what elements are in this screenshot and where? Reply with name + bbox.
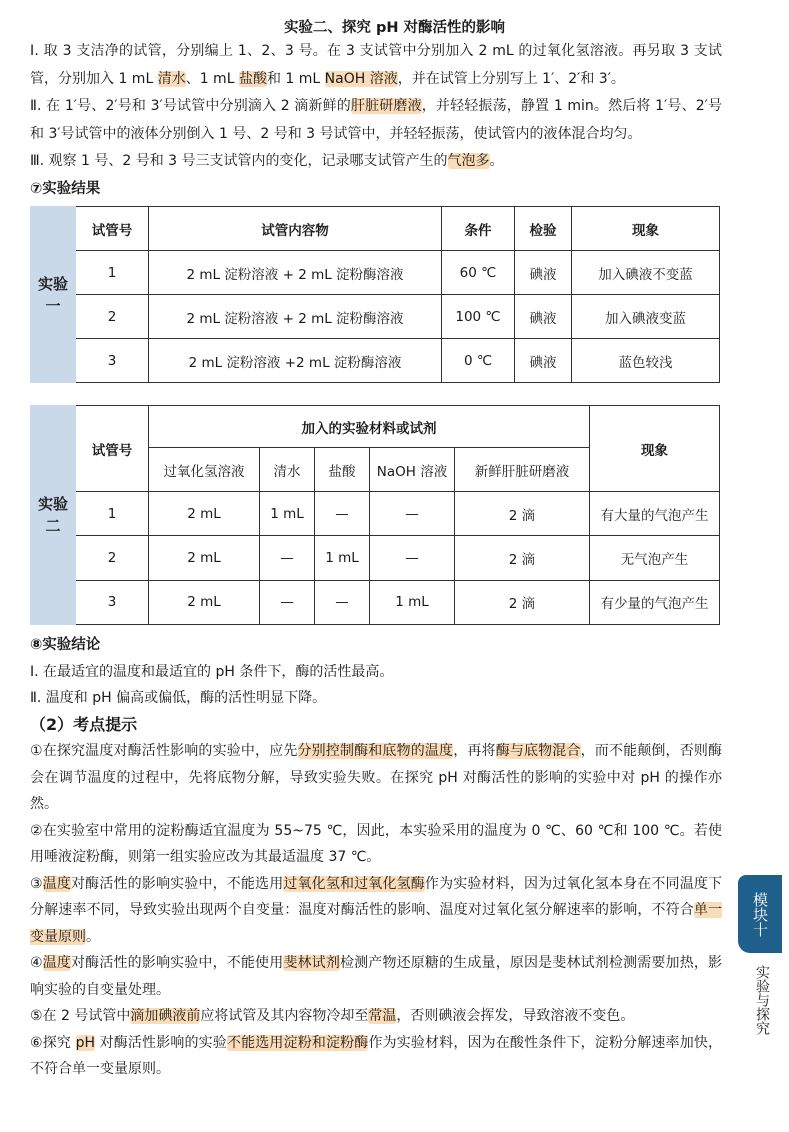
highlighted-text: 酶与底物混合 <box>495 743 581 759</box>
header-phenomenon: 现象 <box>572 207 720 251</box>
cell: 1 <box>76 251 149 295</box>
text-segment: ，并轻轻振荡，静置 1 min。然后将 1′号、2′号和 3′号试管中的液体分别倒入 1 号、2 号和 3 号试管中，并轻轻振荡，使试管内的液体混合均匀。 <box>30 98 722 142</box>
conclusion: Ⅱ. 温度和 pH 偏高或偏低，酶的活性明显下降。 <box>30 690 327 706</box>
text-segment: 。 <box>86 928 100 945</box>
cell: — <box>315 492 370 536</box>
text-segment: Ⅱ. 在 1′号、2′号和 3′号试管中分别滴入 2 滴新鲜的 <box>30 98 351 114</box>
cell: — <box>370 536 455 580</box>
cell: 3 <box>76 580 149 624</box>
cell: 60 ℃ <box>442 251 515 295</box>
highlighted-text: NaOH 溶液 <box>324 70 398 87</box>
cell: 100 ℃ <box>442 295 515 339</box>
text-segment: ②在实验室中常用的淀粉酶适宜温度为 55~75 ℃，因此，本实验采用的温度为 0 ℃、60 ℃和 100 ℃。若使用唾液淀粉酶，则第一组实验应改为其最适温度 37 ℃。 <box>30 822 722 865</box>
header-test: 检验 <box>515 207 572 251</box>
experiment-2-label: 实验二 <box>31 406 76 625</box>
text-segment: ，否则碘液会挥发，导致溶液不变色。 <box>396 1008 635 1024</box>
highlighted-text: 常温 <box>368 1008 397 1024</box>
cell: 2 <box>76 295 149 339</box>
text-segment: Ⅰ. 取 3 支洁净的试管，分别编上 1、2、3 号。在 3 支试管中分别加入 2 mL 的过氧化氢溶液。再另取 3 支试管，分别加入 1 mL <box>30 43 722 87</box>
procedure-steps <box>30 38 722 203</box>
cell: 碘液 <box>515 339 572 383</box>
text-segment: ①在探究温度对酶活性影响的实验中，应先 <box>30 743 298 759</box>
highlighted-text: pH <box>75 1034 96 1051</box>
tips-heading: （2）考点提示 <box>30 714 138 734</box>
highlighted-text: 盐酸 <box>238 70 267 87</box>
tip <box>30 871 722 951</box>
tip <box>30 738 722 818</box>
cell: 蓝色较浅 <box>572 339 720 383</box>
text-segment: 作为实验材料，因为过氧化氢本身在不同温度下分解速率不同，导致实验出现两个自变量：温度对酶活性的影响、温度对过氧化氢分解速率的影响，不符合 <box>30 875 723 918</box>
highlighted-text: 单一变量原则 <box>30 902 722 945</box>
header-condition: 条件 <box>442 207 515 251</box>
text-segment: ，并在试管上分别写上 1′、2′和 3′。 <box>397 70 625 87</box>
text-segment: 和 1 mL <box>266 70 325 87</box>
header-contents: 试管内容物 <box>149 207 442 251</box>
table-row <box>31 251 720 295</box>
cell: — <box>370 492 455 536</box>
cell: 加入碘液变蓝 <box>572 295 720 339</box>
highlighted-text: 斐林试剂 <box>283 955 340 971</box>
cell: — <box>260 580 315 624</box>
text-segment: ⑤在 2 号试管中 <box>30 1008 131 1024</box>
results-heading: ⑦实验结果 <box>30 180 101 197</box>
text-segment: 应将试管及其内容物冷却至 <box>200 1008 369 1024</box>
tip <box>30 950 722 1003</box>
experiment-1-label: 实验一 <box>31 207 76 383</box>
text-segment: ④ <box>30 955 43 971</box>
module-label: 实验与探究 <box>754 965 770 1035</box>
text-segment: ，再将 <box>453 743 496 759</box>
highlighted-text: 肝脏研磨液 <box>350 98 422 114</box>
highlighted-text: 温度 <box>42 955 72 971</box>
text-segment: 、1 mL <box>185 70 239 87</box>
table-row <box>31 492 720 536</box>
highlighted-text: 分别控制酶和底物的温度 <box>297 743 454 759</box>
sub-header: 清水 <box>260 448 315 492</box>
cell: 1 mL <box>315 536 370 580</box>
highlighted-text: 温度 <box>42 875 72 892</box>
cell: 2 mL <box>149 580 260 624</box>
cell: 1 mL <box>370 580 455 624</box>
conclusion: Ⅰ. 在最适宜的温度和最适宜的 pH 条件下，酶的活性最高。 <box>30 663 394 680</box>
header-phenomenon: 现象 <box>590 406 720 492</box>
cell: 2 滴 <box>455 492 590 536</box>
cell: 无气泡产生 <box>590 536 720 580</box>
step <box>30 38 722 93</box>
header-tube: 试管号 <box>76 207 149 251</box>
experiment-1-table <box>30 206 720 383</box>
cell: — <box>315 580 370 624</box>
cell: 2 mL 淀粉溶液 +2 mL 淀粉酶溶液 <box>149 339 442 383</box>
highlighted-text: 过氧化氢和过氧化氢酶 <box>283 875 425 892</box>
text-segment: 。 <box>489 153 504 169</box>
sub-header: 新鲜肝脏研磨液 <box>455 448 590 492</box>
cell: 有大量的气泡产生 <box>590 492 720 536</box>
tip <box>30 818 722 871</box>
cell: 有少量的气泡产生 <box>590 580 720 624</box>
text-segment: ⑥探究 <box>30 1034 76 1051</box>
text-segment: Ⅲ. 观察 1 号、2 号和 3 号三支试管内的变化，记录哪支试管产生的 <box>30 153 448 169</box>
text-segment: 作为实验材料，因为在酸性条件下，淀粉分解速率加快，不符合单一变量原则。 <box>30 1034 722 1077</box>
header-materials: 加入的实验材料或试剂 <box>149 406 590 448</box>
tip <box>30 1030 722 1083</box>
cell: 3 <box>76 339 149 383</box>
cell: 1 mL <box>260 492 315 536</box>
table-row <box>31 295 720 339</box>
text-segment: 检测产物还原糖的生成量，原因是斐林试剂检测需要加热，影响实验的自变量处理。 <box>30 955 723 998</box>
experiment-2-table <box>30 405 720 625</box>
sub-header: 盐酸 <box>315 448 370 492</box>
cell: 2 mL <box>149 492 260 536</box>
conclusion-heading: ⑧实验结论 <box>30 637 101 653</box>
table-row <box>31 536 720 580</box>
cell: 2 滴 <box>455 580 590 624</box>
highlighted-text: 清水 <box>157 70 186 87</box>
sub-header: 过氧化氢溶液 <box>149 448 260 492</box>
cell: 1 <box>76 492 149 536</box>
cell: 碘液 <box>515 251 572 295</box>
step <box>30 148 722 176</box>
table-row <box>31 339 720 383</box>
cell: — <box>260 536 315 580</box>
cell: 加入碘液不变蓝 <box>572 251 720 295</box>
sub-header: NaOH 溶液 <box>370 448 455 492</box>
text-segment: ，而不能颠倒，否则酶会在调节温度的过程中，先将底物分解，导致实验失败。在探究 pH 对酶活性的影响的实验中对 pH 的操作亦然。 <box>30 743 723 812</box>
text-segment: 对酶活性的影响实验中，不能选用 <box>71 875 284 892</box>
page-title: 实验二、探究 pH 对酶活性的影响 <box>283 20 506 36</box>
step <box>30 93 722 148</box>
cell: 碘液 <box>515 295 572 339</box>
cell: 2 mL <box>149 536 260 580</box>
tip <box>30 1003 722 1030</box>
cell: 2 mL 淀粉溶液 + 2 mL 淀粉酶溶液 <box>149 295 442 339</box>
text-segment: ③ <box>30 875 43 892</box>
module-tab: 模块十 <box>738 875 782 953</box>
conclusions-section <box>30 632 722 1083</box>
cell: 2 滴 <box>455 536 590 580</box>
table-row <box>31 580 720 624</box>
text-segment: 对酶活性影响的实验 <box>95 1034 227 1051</box>
cell: 2 mL 淀粉溶液 + 2 mL 淀粉酶溶液 <box>149 251 442 295</box>
text-segment: 对酶活性的影响实验中，不能使用 <box>71 955 284 971</box>
highlighted-text: 气泡多 <box>447 153 490 169</box>
cell: 0 ℃ <box>442 339 515 383</box>
cell: 2 <box>76 536 149 580</box>
highlighted-text: 滴加碘液前 <box>130 1008 201 1024</box>
header-tube: 试管号 <box>76 406 149 492</box>
highlighted-text: 不能选用淀粉和淀粉酶 <box>226 1034 369 1051</box>
